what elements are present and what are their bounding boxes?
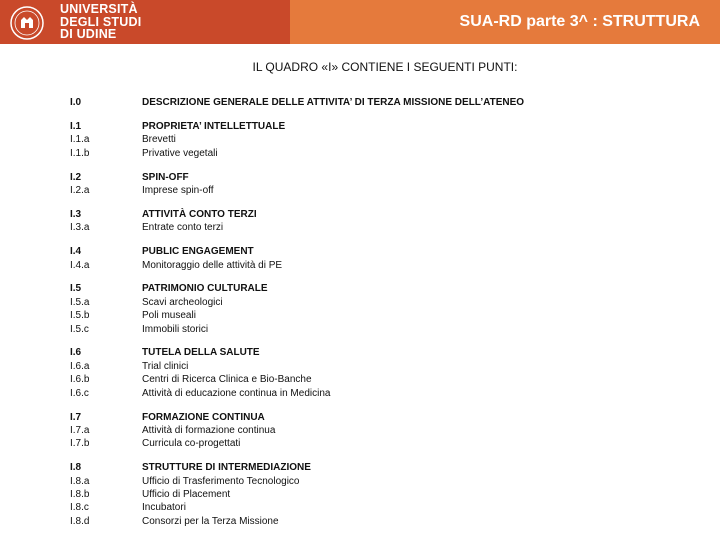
item-label: Privative vegetali (142, 147, 218, 159)
item-label: Entrate conto terzi (142, 222, 224, 234)
section-codes (70, 245, 142, 272)
university-seal-icon (10, 6, 44, 40)
slide-title: SUA-RD parte 3^ : STRUTTURA (459, 13, 700, 30)
item-label: Brevetti (142, 134, 176, 146)
section-group (70, 171, 670, 198)
section-code: I.2 (70, 171, 82, 183)
section-codes (70, 282, 142, 336)
section-codes (70, 120, 142, 160)
item-label: Trial clinici (142, 360, 189, 372)
section-code: I.7 (70, 411, 82, 423)
item-code: I.6.a (70, 360, 90, 372)
logo-line: DEGLI STUDI (60, 14, 142, 29)
section-group (70, 282, 670, 336)
item-label: Centri di Ricerca Clinica e Bio-Banche (142, 374, 312, 386)
section-group (70, 461, 670, 528)
section-codes (70, 208, 142, 235)
item-label: Immobili storici (142, 323, 209, 335)
subtitle (0, 60, 720, 74)
item-label: Scavi archeologici (142, 296, 223, 308)
item-code: I.5.b (70, 310, 90, 322)
section-codes (70, 171, 142, 198)
header-banner (0, 0, 720, 44)
item-code: I.8.d (70, 515, 90, 527)
section-labels (142, 208, 670, 235)
item-code: I.7.b (70, 438, 90, 450)
section-code: I.3 (70, 208, 82, 220)
section-code: I.8 (70, 462, 82, 474)
section-code: I.4 (70, 246, 82, 258)
item-label: Attività di formazione continua (142, 424, 276, 436)
item-code: I.8.b (70, 488, 90, 500)
section-group (70, 245, 670, 272)
item-code: I.1.b (70, 147, 90, 159)
section-title: PATRIMONIO CULTURALE (142, 283, 268, 295)
section-codes (70, 461, 142, 528)
item-label: Curricula co-progettati (142, 438, 241, 450)
section-labels (142, 346, 670, 400)
item-code: I.4.a (70, 259, 90, 271)
logo-line: DI UDINE (60, 27, 117, 41)
item-code: I.2.a (70, 184, 90, 196)
section-labels (142, 461, 670, 528)
item-code: I.3.a (70, 222, 90, 234)
section-labels (142, 171, 670, 198)
item-label: Incubatori (142, 502, 186, 514)
section-code: I.6 (70, 347, 82, 359)
section-labels (142, 245, 670, 272)
item-code: I.6.c (70, 387, 89, 399)
section-title: PROPRIETA’ INTELLETTUALE (142, 120, 286, 132)
section-code: I.5 (70, 283, 82, 295)
section-group (70, 96, 670, 109)
item-code: I.5.a (70, 296, 90, 308)
logo-line: UNIVERSITÀ (60, 2, 138, 16)
item-label: Consorzi per la Terza Missione (142, 515, 279, 527)
section-codes (70, 411, 142, 451)
item-code: I.1.a (70, 134, 90, 146)
points-list (70, 96, 670, 539)
item-label: Imprese spin-off (142, 184, 214, 196)
item-label: Attività di educazione continua in Medicina (142, 387, 331, 399)
section-title: SPIN-OFF (142, 171, 189, 183)
item-label: Ufficio di Trasferimento Tecnologico (142, 475, 300, 487)
section-group (70, 208, 670, 235)
logo-text (60, 3, 141, 41)
section-labels (142, 282, 670, 336)
section-code: I.1 (70, 120, 82, 132)
subtitle-text: IL QUADRO «I» CONTIENE I SEGUENTI PUNTI: (252, 60, 518, 74)
item-code: I.8.a (70, 475, 90, 487)
section-labels (142, 120, 670, 160)
section-codes (70, 96, 142, 109)
section-codes (70, 346, 142, 400)
section-title: STRUTTURE DI INTERMEDIAZIONE (142, 462, 311, 474)
item-label: Ufficio di Placement (142, 488, 231, 500)
item-code: I.6.b (70, 374, 90, 386)
item-code: I.5.c (70, 323, 89, 335)
section-title: PUBLIC ENGAGEMENT (142, 246, 254, 258)
item-label: Poli museali (142, 310, 196, 322)
university-logo (0, 0, 290, 44)
section-group (70, 411, 670, 451)
item-code: I.8.c (70, 502, 89, 514)
section-title: ATTIVITÀ CONTO TERZI (142, 208, 257, 220)
section-title: FORMAZIONE CONTINUA (142, 411, 265, 423)
item-code: I.7.a (70, 424, 90, 436)
section-group (70, 120, 670, 160)
item-label: Monitoraggio delle attività di PE (142, 259, 283, 271)
section-group (70, 346, 670, 400)
section-code: I.0 (70, 97, 82, 108)
section-labels (142, 411, 670, 451)
section-labels (142, 96, 670, 109)
section-title: DESCRIZIONE GENERALE DELLE ATTIVITA’ DI TERZA MISSIONE DELL’ATENEO (142, 97, 525, 108)
section-title: TUTELA DELLA SALUTE (142, 347, 260, 359)
